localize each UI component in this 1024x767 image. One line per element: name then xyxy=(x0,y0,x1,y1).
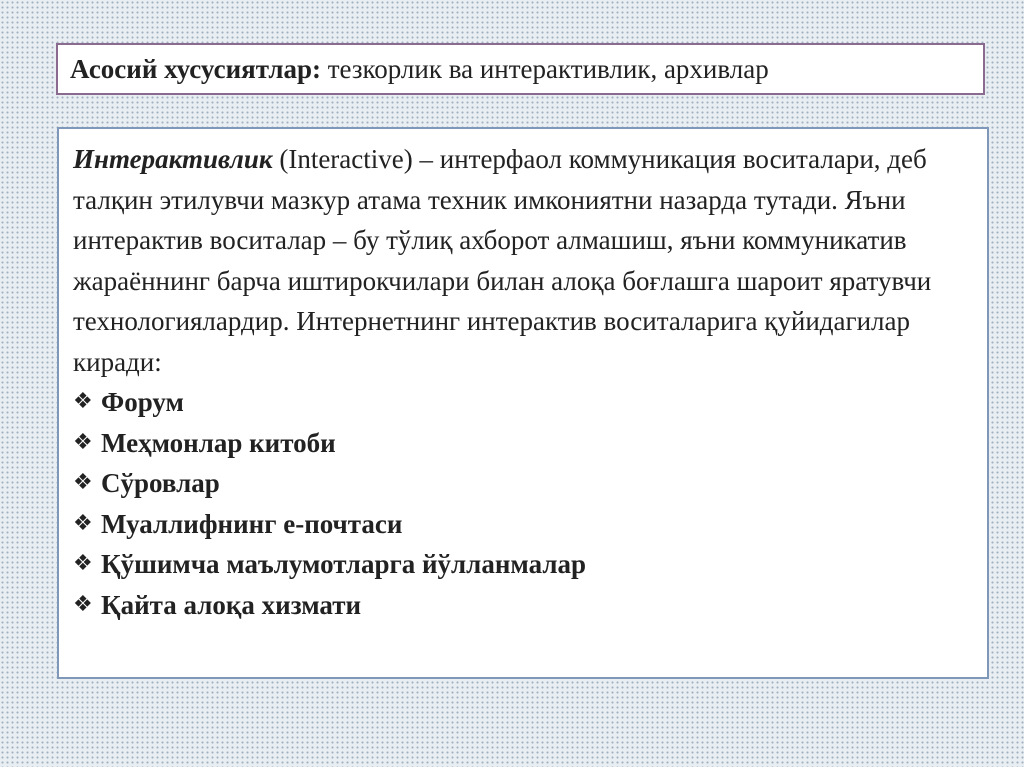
list-item xyxy=(73,585,973,626)
list-item-label: Муаллифнинг е-почтаси xyxy=(101,508,403,539)
diamond-bullet-icon: ❖ xyxy=(73,470,93,495)
term: Интерактивлик xyxy=(73,144,273,174)
list-item-label: Қайта алоқа хизмати xyxy=(101,589,362,620)
title-rest: тезкорлик ва интерактивлик, архивлар xyxy=(321,53,769,84)
diamond-bullet-icon: ❖ xyxy=(73,389,93,414)
diamond-bullet-icon: ❖ xyxy=(73,551,93,576)
diamond-bullet-icon: ❖ xyxy=(73,591,93,617)
list-item xyxy=(73,382,973,423)
diamond-bullet-icon: ❖ xyxy=(73,510,93,536)
bullet-list xyxy=(73,382,973,625)
list-item xyxy=(73,423,973,464)
title-text xyxy=(70,54,769,85)
list-item-label: Қўшимча маълумотларга йўлланмалар xyxy=(101,549,586,579)
title-box xyxy=(56,43,985,95)
list-item xyxy=(73,463,973,504)
diamond-bullet-icon: ❖ xyxy=(73,429,93,455)
definition-text: (Interactive) – интерфаол коммуникация воситалари, деб талқин этилувчи мазкур атама техник имкониятни назарда тутади. Яъни интерактив воситалар – бу тўлиқ ахборот алмашиш, яъни коммуникатив жараённинг барча иштирокчилари билан алоқа боғлашга шароит яратувчи технологиялардир. Интернетнинг интерактив воситаларига қуйидагилар киради: xyxy=(73,144,932,377)
content-box xyxy=(57,127,989,679)
list-item-label: Сўровлар xyxy=(101,468,220,498)
definition-paragraph xyxy=(73,139,973,382)
list-item-label: Форум xyxy=(101,387,184,417)
title-bold: Асосий хусусиятлар: xyxy=(70,53,321,84)
list-item-label: Меҳмонлар китоби xyxy=(101,427,336,458)
list-item xyxy=(73,544,973,585)
list-item xyxy=(73,504,973,545)
